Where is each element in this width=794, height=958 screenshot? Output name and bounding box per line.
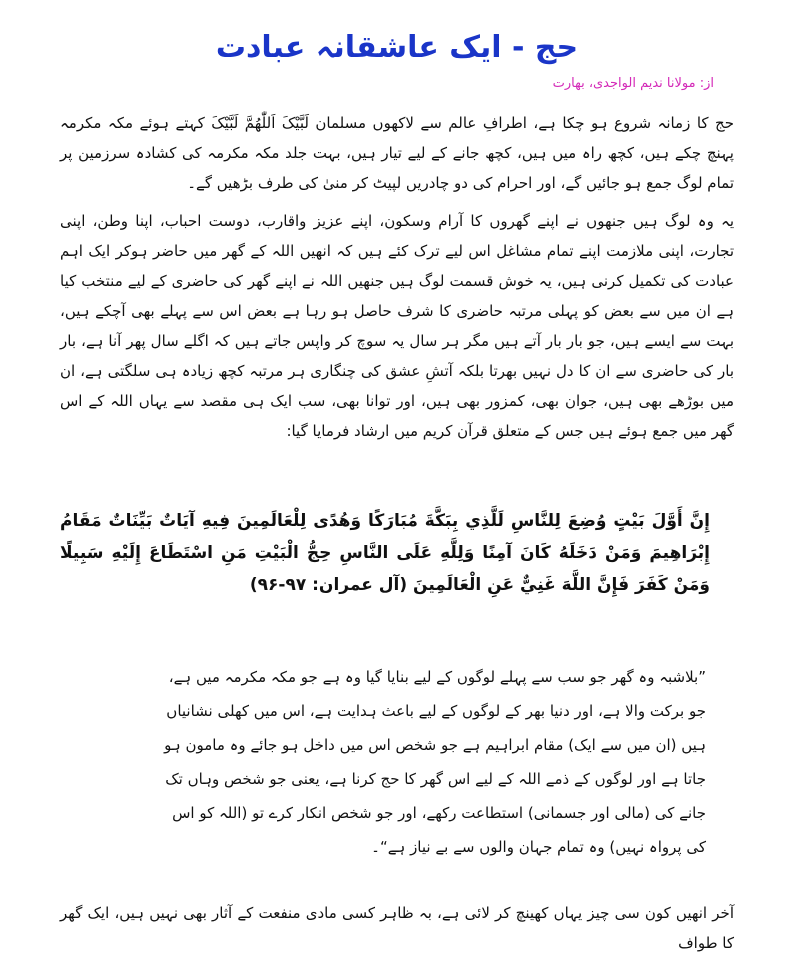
article-title: حج - ایک عاشقانہ عبادت bbox=[215, 30, 579, 65]
quran-verse: إِنَّ أَوَّلَ بَيْتٍ وُضِعَ لِلنَّاسِ لَلَّذِي بِبَكَّةَ مُبَارَكًا وَهُدًى لِلْعَالَمِينَ فِيهِ آيَاتٌ بَيِّنَاتٌ مَقَامُ إِبْرَاهِيمَ وَمَنْ دَخَلَهُ كَانَ آمِنًا وَلِلَّهِ عَلَى النَّاسِ حِجُّ الْبَيْتِ مَنِ اسْتَطَاعَ إِلَيْهِ سَبِيلًا وَمَنْ كَفَرَ فَإِنَّ اللَّهَ غَنِيٌّ عَنِ الْعَالَمِينَ (آل عمران: ۹۷-۹۶) bbox=[60, 511, 710, 595]
article-byline: از: مولانا ندیم الواجدی، بھارت bbox=[552, 76, 714, 91]
paragraph-pilgrims: یہ وہ لوگ ہیں جنھوں نے اپنے گھروں کا آرام وسکون، اپنے عزیز واقارب، دوست احباب، اپنا وطن، اپنی تجارت، اپنی ملازمت اپنے تمام مشاغل اس لیے ترک کئے ہیں کہ انھیں اللہ کے گھر میں حاضر ہوکر ایک اہم عبادت کی تکمیل کرنی ہیں، یہ خوش قسمت لوگ ہیں جنھیں اللہ نے اپنے گھر کی حاضری کے لیے منتخب کیا ہے ان میں سے بعض کو پہلی مرتبہ حاضری کا شرف حاصل ہو رہا ہے بعض اس سے پہلے بھی آچکے ہیں، بہت سے ایسے ہیں، جو بار بار آتے ہیں مگر ہر سال یہ سوچ کر واپس جاتے ہیں کہ اگلے سال پھر آنا ہے، بار بار کی حاضری سے ان کا دل نہیں بھرتا بلکہ آتشِ عشق کی چنگاری ہر مرتبہ کچھ زیادہ ہی سلگتی ہے، ان میں بوڑھے بھی ہیں، جوان بھی، کمزور بھی ہیں، اور توانا بھی، سب ایک ہی مقصد سے یہاں اللہ کے اس گھر میں جمع ہوئے ہیں جس کے متعلق قرآن کریم میں ارشاد فرمایا گیا: bbox=[60, 212, 734, 440]
article-body bbox=[60, 108, 734, 454]
paragraph-intro: حج کا زمانہ شروع ہو چکا ہے، اطرافِ عالم سے لاکھوں مسلمان لَبَّیْکَ اَللّٰھُمَّ لَبَّیْکَ کہتے ہوئے مکہ مکرمہ پہنچ چکے ہیں، کچھ راہ میں ہیں، کچھ جانے کے لیے تیار ہیں، بہت جلد مکہ مکرمہ کی کشادہ سرزمین پر تمام لوگ جمع ہو جائیں گے، اور احرام کی دو چادریں لپیٹ کر منیٰ کی طرف بڑھیں گے۔ bbox=[60, 114, 734, 192]
closing-paragraph: آخر انھیں کون سی چیز یہاں کھینچ کر لائی ہے، بہ ظاہر کسی مادی منفعت کے آثار بھی نہیں ہیں، ایک گھر کا طواف bbox=[60, 904, 734, 952]
verse-translation: ”بلاشبہ وہ گھر جو سب سے پہلے لوگوں کے لیے بنایا گیا وہ ہے جو مکہ مکرمہ میں ہے، جو برکت والا ہے، اور دنیا بھر کے لوگوں کے لیے باعث ہدایت ہے، اس میں کھلی نشانیاں ہیں (ان میں سے ایک) مقام ابراہیم ہے جو شخص اس میں داخل ہو جائے وہ مامون ہو جاتا ہے اور لوگوں کے ذمے اللہ کے لیے اس گھر کا حج کرنا ہے، یعنی جو شخص وہاں تک جانے کی (مالی اور جسمانی) استطاعت رکھے، اور جو شخص انکار کرے تو (اللہ کو اس کی پرواہ نہیں) وہ تمام جہان والوں سے بے نیاز ہے“۔ bbox=[164, 668, 706, 856]
